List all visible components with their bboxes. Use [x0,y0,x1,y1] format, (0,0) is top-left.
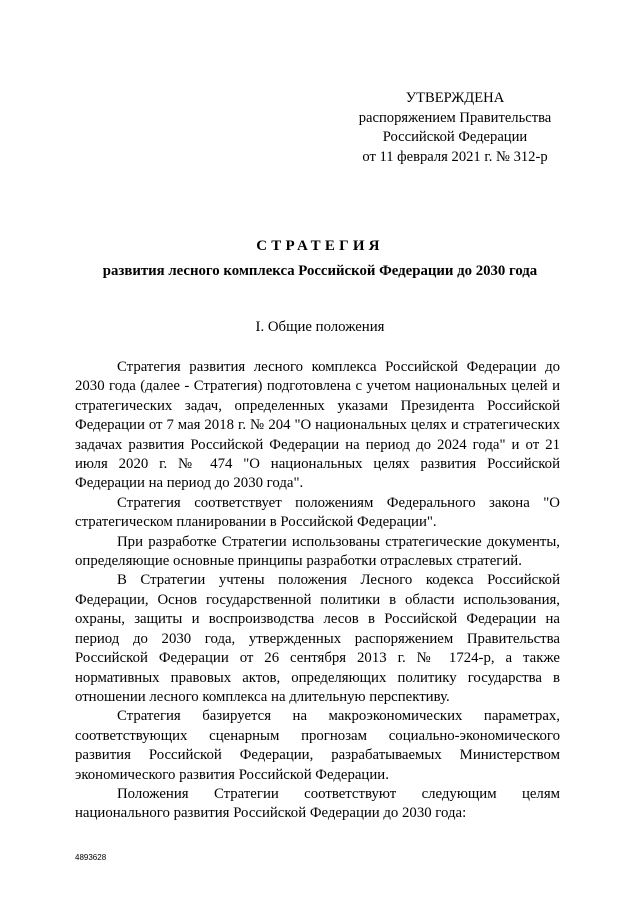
section-heading: I. Общие положения [255,319,385,335]
paragraph: Стратегия развития лесного комплекса Российской Федерации до 2030 года (далее - Стратегия) подготовлена с учетом национальных целей и стратегических задач, определенных указами Президента Российской Федерации от 7 мая 2018 г. № 204 "О национальных целях и стратегических задачах развития Российской Федерации на период до 2024 года" и от 21 июля 2020 г. № 474 "О национальных целях развития Российской Федерации на период до 2030 года". [75,359,560,492]
paragraph: При разработке Стратегии использованы стратегические документы, определяющие основные принципы разработки отраслевых стратегий. [75,533,560,570]
document-subtitle: развития лесного комплекса Российской Федерации до 2030 года [102,263,538,279]
document-body [75,358,560,824]
paragraph: Стратегия базируется на макроэкономических параметрах, соответствующих сценарным прогнозам социально-экономического развития Российской Федерации, разрабатываемых Министерством экономического развития Российской Федерации. [75,708,560,783]
approval-date-number: от 11 февраля 2021 г. № 312-р [362,148,548,165]
paragraph: Стратегия соответствует положениям Федерального закона "О стратегическом планировании в Российской Федерации". [75,494,560,531]
paragraph: В Стратегии учтены положения Лесного кодекса Российской Федерации, Основ государственной политики в области использования, охраны, защиты и воспроизводства лесов в Российской Федерации на период до 2030 года, утвержденных распоряжением Правительства Российской Федерации от 26 сентября 2013 г. № 1724-р, а также нормативных правовых актов, определяющих политику государства в отношении лесного комплекса на длительную перспективу. [75,572,560,705]
approval-issuer: распоряжением Правительства [358,109,552,126]
approval-stamp [320,89,590,167]
approval-authority: Российской Федерации [382,129,528,145]
approval-label: УТВЕРЖДЕНА [405,90,505,106]
footer-doc-number: 4893628 [75,853,107,862]
paragraph: Положения Стратегии соответствуют следующим целям национального развития Российской Федерации до 2030 года: [75,785,560,822]
document-title: СТРАТЕГИЯ [256,238,384,254]
